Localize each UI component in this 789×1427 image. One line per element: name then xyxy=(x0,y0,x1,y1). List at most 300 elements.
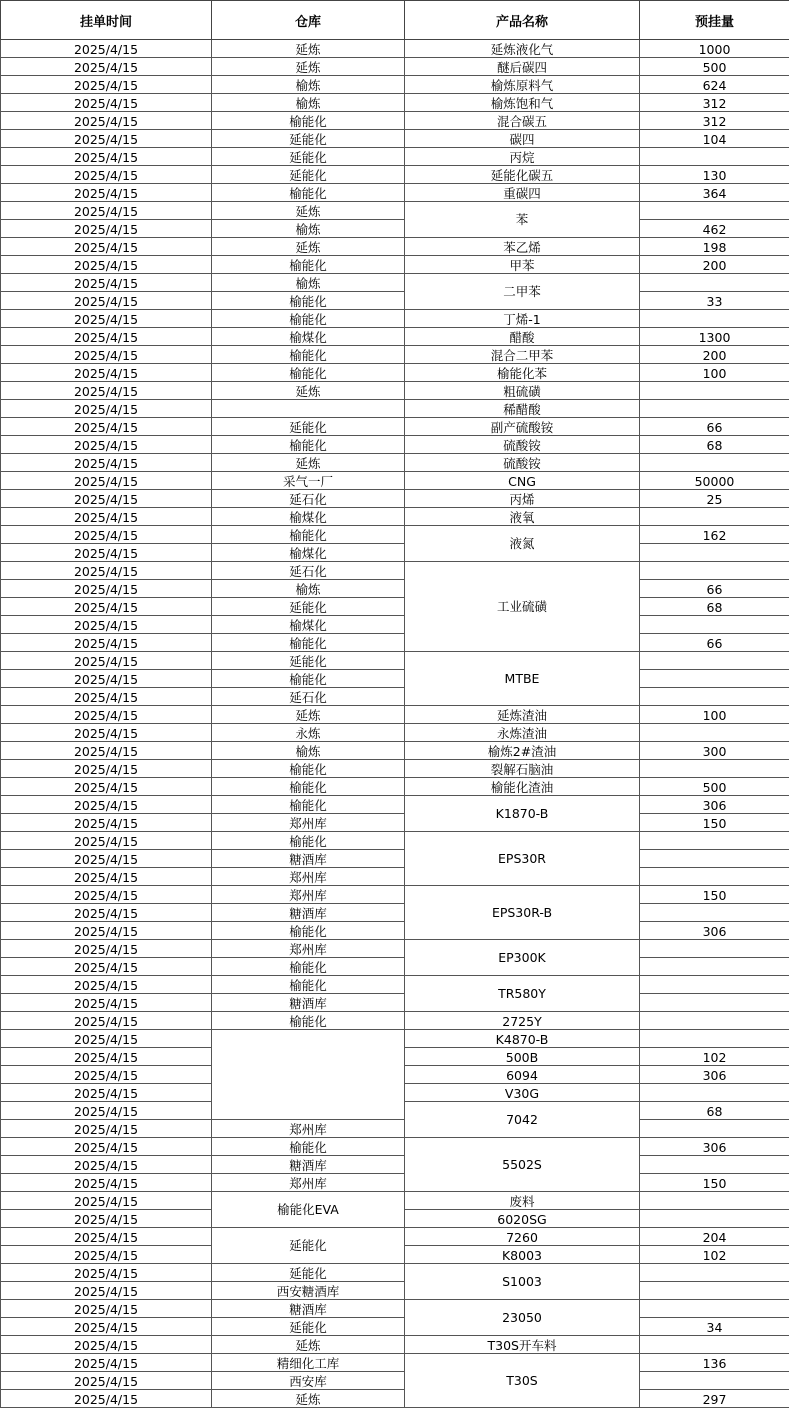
product-cell: 苯乙烯 xyxy=(405,238,640,256)
date-cell: 2025/4/15 xyxy=(1,508,212,526)
date-cell: 2025/4/15 xyxy=(1,418,212,436)
quantity-cell: 624 xyxy=(640,76,789,94)
product-cell: 6094 xyxy=(405,1066,640,1084)
table-row xyxy=(1,130,789,148)
quantity-cell xyxy=(640,274,789,292)
header-warehouse: 仓库 xyxy=(212,1,405,40)
warehouse-cell: 榆能化 xyxy=(212,778,405,796)
date-cell: 2025/4/15 xyxy=(1,886,212,904)
warehouse-cell: 榆能化 xyxy=(212,364,405,382)
quantity-cell: 33 xyxy=(640,292,789,310)
quantity-cell xyxy=(640,940,789,958)
quantity-cell xyxy=(640,994,789,1012)
table-row xyxy=(1,832,789,850)
product-cell: MTBE xyxy=(405,652,640,706)
product-cell: 永炼渣油 xyxy=(405,724,640,742)
table-row xyxy=(1,364,789,382)
product-cell: 二甲苯 xyxy=(405,274,640,310)
date-cell: 2025/4/15 xyxy=(1,724,212,742)
product-cell: 碳四 xyxy=(405,130,640,148)
quantity-cell xyxy=(640,616,789,634)
warehouse-cell: 榆能化 xyxy=(212,1138,405,1156)
product-cell: 甲苯 xyxy=(405,256,640,274)
product-cell: EPS30R xyxy=(405,832,640,886)
product-cell: 液氧 xyxy=(405,508,640,526)
table-row xyxy=(1,1372,789,1390)
quantity-cell: 297 xyxy=(640,1390,789,1408)
warehouse-cell: 榆能化 xyxy=(212,256,405,274)
quantity-cell: 100 xyxy=(640,364,789,382)
table-row xyxy=(1,886,789,904)
date-cell: 2025/4/15 xyxy=(1,580,212,598)
table-row xyxy=(1,1354,789,1372)
warehouse-cell: 榆能化 xyxy=(212,922,405,940)
quantity-cell: 306 xyxy=(640,1138,789,1156)
quantity-cell xyxy=(640,310,789,328)
product-cell: 硫酸铵 xyxy=(405,454,640,472)
product-cell: 23050 xyxy=(405,1300,640,1336)
table-row xyxy=(1,688,789,706)
warehouse-cell: 榆炼 xyxy=(212,220,405,238)
table-row xyxy=(1,1156,789,1174)
date-cell: 2025/4/15 xyxy=(1,994,212,1012)
table-row xyxy=(1,1174,789,1192)
table-row xyxy=(1,76,789,94)
warehouse-cell: 榆炼 xyxy=(212,274,405,292)
quantity-cell xyxy=(640,1336,789,1354)
date-cell: 2025/4/15 xyxy=(1,1030,212,1048)
quantity-cell: 66 xyxy=(640,580,789,598)
date-cell: 2025/4/15 xyxy=(1,58,212,76)
table-row xyxy=(1,760,789,778)
quantity-cell xyxy=(640,850,789,868)
quantity-cell xyxy=(640,760,789,778)
warehouse-cell: 延炼 xyxy=(212,382,405,400)
product-cell: 工业硫磺 xyxy=(405,562,640,652)
warehouse-cell: 糖酒库 xyxy=(212,1300,405,1318)
date-cell: 2025/4/15 xyxy=(1,958,212,976)
quantity-cell: 66 xyxy=(640,418,789,436)
warehouse-cell: 郑州库 xyxy=(212,940,405,958)
date-cell: 2025/4/15 xyxy=(1,1138,212,1156)
date-cell: 2025/4/15 xyxy=(1,1318,212,1336)
product-cell: 粗硫磺 xyxy=(405,382,640,400)
warehouse-cell: 郑州库 xyxy=(212,868,405,886)
table-row xyxy=(1,166,789,184)
date-cell: 2025/4/15 xyxy=(1,1264,212,1282)
quantity-cell: 102 xyxy=(640,1246,789,1264)
date-cell: 2025/4/15 xyxy=(1,1084,212,1102)
warehouse-cell: 延石化 xyxy=(212,562,405,580)
product-cell: 苯 xyxy=(405,202,640,238)
date-cell: 2025/4/15 xyxy=(1,1228,212,1246)
warehouse-cell: 榆能化 xyxy=(212,310,405,328)
warehouse-cell: 西安库 xyxy=(212,1372,405,1390)
table-row xyxy=(1,868,789,886)
warehouse-cell: 延石化 xyxy=(212,688,405,706)
date-cell: 2025/4/15 xyxy=(1,310,212,328)
date-cell: 2025/4/15 xyxy=(1,490,212,508)
table-row xyxy=(1,508,789,526)
product-cell: 7042 xyxy=(405,1102,640,1138)
table-row xyxy=(1,1390,789,1408)
quantity-cell: 102 xyxy=(640,1048,789,1066)
product-cell: 榆炼原料气 xyxy=(405,76,640,94)
date-cell: 2025/4/15 xyxy=(1,274,212,292)
date-cell: 2025/4/15 xyxy=(1,454,212,472)
quantity-cell: 1000 xyxy=(640,40,789,58)
product-cell: S1003 xyxy=(405,1264,640,1300)
date-cell: 2025/4/15 xyxy=(1,832,212,850)
product-cell: EPS30R-B xyxy=(405,886,640,940)
table-row xyxy=(1,472,789,490)
table-row xyxy=(1,148,789,166)
table-row xyxy=(1,598,789,616)
date-cell: 2025/4/15 xyxy=(1,1210,212,1228)
quantity-cell xyxy=(640,562,789,580)
date-cell: 2025/4/15 xyxy=(1,472,212,490)
warehouse-cell: 延能化 xyxy=(212,148,405,166)
quantity-cell xyxy=(640,1282,789,1300)
quantity-cell: 68 xyxy=(640,1102,789,1120)
table-row xyxy=(1,544,789,562)
quantity-cell: 34 xyxy=(640,1318,789,1336)
date-cell: 2025/4/15 xyxy=(1,652,212,670)
product-cell: 重碳四 xyxy=(405,184,640,202)
table-row xyxy=(1,616,789,634)
date-cell: 2025/4/15 xyxy=(1,1012,212,1030)
product-cell: 延能化碳五 xyxy=(405,166,640,184)
date-cell: 2025/4/15 xyxy=(1,940,212,958)
date-cell: 2025/4/15 xyxy=(1,1048,212,1066)
warehouse-cell: 郑州库 xyxy=(212,1120,405,1138)
product-cell: 丙烷 xyxy=(405,148,640,166)
warehouse-cell: 榆能化 xyxy=(212,292,405,310)
product-cell: 副产硫酸铵 xyxy=(405,418,640,436)
date-cell: 2025/4/15 xyxy=(1,220,212,238)
warehouse-cell: 延炼 xyxy=(212,202,405,220)
date-cell: 2025/4/15 xyxy=(1,1390,212,1408)
date-cell: 2025/4/15 xyxy=(1,436,212,454)
header-date: 挂单时间 xyxy=(1,1,212,40)
date-cell: 2025/4/15 xyxy=(1,742,212,760)
date-cell: 2025/4/15 xyxy=(1,544,212,562)
date-cell: 2025/4/15 xyxy=(1,868,212,886)
date-cell: 2025/4/15 xyxy=(1,346,212,364)
table-row xyxy=(1,490,789,508)
warehouse-cell: 延能化 xyxy=(212,1264,405,1282)
product-cell: 稀醋酸 xyxy=(405,400,640,418)
warehouse-cell: 榆煤化 xyxy=(212,544,405,562)
warehouse-cell: 延能化 xyxy=(212,598,405,616)
table-row xyxy=(1,814,789,832)
date-cell: 2025/4/15 xyxy=(1,130,212,148)
product-cell: 榆能化苯 xyxy=(405,364,640,382)
warehouse-cell: 榆能化 xyxy=(212,634,405,652)
table-row xyxy=(1,778,789,796)
product-cell: 5502S xyxy=(405,1138,640,1192)
table-row xyxy=(1,1228,789,1246)
table-row xyxy=(1,1318,789,1336)
warehouse-cell: 榆能化 xyxy=(212,832,405,850)
date-cell: 2025/4/15 xyxy=(1,238,212,256)
date-cell: 2025/4/15 xyxy=(1,1372,212,1390)
warehouse-cell: 榆能化 xyxy=(212,346,405,364)
quantity-cell: 68 xyxy=(640,436,789,454)
product-cell: K1870-B xyxy=(405,796,640,832)
table-row xyxy=(1,94,789,112)
warehouse-cell: 榆能化 xyxy=(212,1012,405,1030)
warehouse-cell: 延石化 xyxy=(212,490,405,508)
quantity-cell: 66 xyxy=(640,634,789,652)
quantity-cell xyxy=(640,400,789,418)
date-cell: 2025/4/15 xyxy=(1,670,212,688)
product-cell: K8003 xyxy=(405,1246,640,1264)
quantity-cell: 162 xyxy=(640,526,789,544)
quantity-cell: 500 xyxy=(640,778,789,796)
product-cell: 6020SG xyxy=(405,1210,640,1228)
table-row xyxy=(1,922,789,940)
warehouse-cell: 榆能化 xyxy=(212,112,405,130)
warehouse-cell: 延能化 xyxy=(212,652,405,670)
quantity-cell xyxy=(640,1120,789,1138)
date-cell: 2025/4/15 xyxy=(1,292,212,310)
warehouse-cell: 榆能化EVA xyxy=(212,1192,405,1228)
date-cell: 2025/4/15 xyxy=(1,598,212,616)
product-cell: 醚后碳四 xyxy=(405,58,640,76)
warehouse-cell: 榆炼 xyxy=(212,76,405,94)
quantity-cell: 306 xyxy=(640,796,789,814)
product-cell: T30S xyxy=(405,1354,640,1408)
warehouse-cell: 精细化工库 xyxy=(212,1354,405,1372)
product-cell: V30G xyxy=(405,1084,640,1102)
quantity-cell xyxy=(640,202,789,220)
table-row xyxy=(1,292,789,310)
warehouse-cell: 延炼 xyxy=(212,706,405,724)
table-row xyxy=(1,1336,789,1354)
quantity-cell: 364 xyxy=(640,184,789,202)
quantity-cell: 100 xyxy=(640,706,789,724)
table-row xyxy=(1,1030,789,1048)
product-cell: 混合二甲苯 xyxy=(405,346,640,364)
product-cell: 延炼液化气 xyxy=(405,40,640,58)
date-cell: 2025/4/15 xyxy=(1,688,212,706)
product-cell: 500B xyxy=(405,1048,640,1066)
date-cell: 2025/4/15 xyxy=(1,202,212,220)
product-cell: 裂解石脑油 xyxy=(405,760,640,778)
date-cell: 2025/4/15 xyxy=(1,256,212,274)
quantity-cell xyxy=(640,508,789,526)
date-cell: 2025/4/15 xyxy=(1,814,212,832)
warehouse-cell: 郑州库 xyxy=(212,886,405,904)
date-cell: 2025/4/15 xyxy=(1,1354,212,1372)
warehouse-cell: 榆能化 xyxy=(212,184,405,202)
quantity-cell: 200 xyxy=(640,256,789,274)
date-cell: 2025/4/15 xyxy=(1,1102,212,1120)
table-row xyxy=(1,1012,789,1030)
table-body xyxy=(1,40,789,1408)
quantity-cell: 136 xyxy=(640,1354,789,1372)
date-cell: 2025/4/15 xyxy=(1,184,212,202)
date-cell: 2025/4/15 xyxy=(1,40,212,58)
date-cell: 2025/4/15 xyxy=(1,562,212,580)
date-cell: 2025/4/15 xyxy=(1,1336,212,1354)
table-row xyxy=(1,670,789,688)
date-cell: 2025/4/15 xyxy=(1,76,212,94)
quantity-cell xyxy=(640,976,789,994)
table-row xyxy=(1,742,789,760)
table-row xyxy=(1,1138,789,1156)
date-cell: 2025/4/15 xyxy=(1,616,212,634)
product-cell: 醋酸 xyxy=(405,328,640,346)
quantity-cell: 104 xyxy=(640,130,789,148)
product-cell: 榆炼2#渣油 xyxy=(405,742,640,760)
date-cell: 2025/4/15 xyxy=(1,94,212,112)
table-row xyxy=(1,940,789,958)
header-row xyxy=(1,1,789,40)
warehouse-cell: 永炼 xyxy=(212,724,405,742)
table-row xyxy=(1,454,789,472)
quantity-cell xyxy=(640,1372,789,1390)
table-row xyxy=(1,1300,789,1318)
warehouse-cell: 榆能化 xyxy=(212,796,405,814)
product-cell: 2725Y xyxy=(405,1012,640,1030)
date-cell: 2025/4/15 xyxy=(1,526,212,544)
date-cell: 2025/4/15 xyxy=(1,1192,212,1210)
warehouse-cell: 榆能化 xyxy=(212,958,405,976)
quantity-cell: 25 xyxy=(640,490,789,508)
table-row xyxy=(1,562,789,580)
quantity-cell: 204 xyxy=(640,1228,789,1246)
warehouse-cell: 榆煤化 xyxy=(212,508,405,526)
warehouse-cell: 延炼 xyxy=(212,238,405,256)
table-row xyxy=(1,346,789,364)
date-cell: 2025/4/15 xyxy=(1,796,212,814)
quantity-cell: 198 xyxy=(640,238,789,256)
product-cell: 丁烯-1 xyxy=(405,310,640,328)
warehouse-cell: 延炼 xyxy=(212,58,405,76)
date-cell: 2025/4/15 xyxy=(1,1174,212,1192)
quantity-cell xyxy=(640,670,789,688)
warehouse-cell: 榆煤化 xyxy=(212,328,405,346)
table-row xyxy=(1,994,789,1012)
warehouse-cell: 糖酒库 xyxy=(212,904,405,922)
product-cell: TR580Y xyxy=(405,976,640,1012)
warehouse-cell: 榆能化 xyxy=(212,436,405,454)
quantity-cell xyxy=(640,1084,789,1102)
product-cell: CNG xyxy=(405,472,640,490)
warehouse-cell: 榆炼 xyxy=(212,580,405,598)
warehouse-cell: 延能化 xyxy=(212,1228,405,1264)
quantity-cell xyxy=(640,904,789,922)
date-cell: 2025/4/15 xyxy=(1,1156,212,1174)
date-cell: 2025/4/15 xyxy=(1,778,212,796)
table-row xyxy=(1,1120,789,1138)
product-cell: 榆炼饱和气 xyxy=(405,94,640,112)
date-cell: 2025/4/15 xyxy=(1,976,212,994)
quantity-cell xyxy=(640,688,789,706)
date-cell: 2025/4/15 xyxy=(1,112,212,130)
quantity-cell: 68 xyxy=(640,598,789,616)
quantity-cell: 130 xyxy=(640,166,789,184)
quantity-cell: 312 xyxy=(640,112,789,130)
warehouse-cell: 榆能化 xyxy=(212,760,405,778)
quantity-cell: 1300 xyxy=(640,328,789,346)
table-row xyxy=(1,274,789,292)
product-cell: 硫酸铵 xyxy=(405,436,640,454)
warehouse-cell: 榆能化 xyxy=(212,526,405,544)
warehouse-cell: 延炼 xyxy=(212,40,405,58)
quantity-cell xyxy=(640,454,789,472)
table-row xyxy=(1,436,789,454)
table-row xyxy=(1,1192,789,1210)
table-row xyxy=(1,418,789,436)
date-cell: 2025/4/15 xyxy=(1,634,212,652)
warehouse-cell: 延能化 xyxy=(212,130,405,148)
date-cell: 2025/4/15 xyxy=(1,364,212,382)
quantity-cell: 462 xyxy=(640,220,789,238)
date-cell: 2025/4/15 xyxy=(1,850,212,868)
table-row xyxy=(1,382,789,400)
table-row xyxy=(1,202,789,220)
quantity-cell xyxy=(640,958,789,976)
product-cell: 丙烯 xyxy=(405,490,640,508)
product-cell: K4870-B xyxy=(405,1030,640,1048)
table-row xyxy=(1,976,789,994)
quantity-cell: 500 xyxy=(640,58,789,76)
table-row xyxy=(1,238,789,256)
date-cell: 2025/4/15 xyxy=(1,166,212,184)
quantity-cell: 200 xyxy=(640,346,789,364)
warehouse-cell: 榆能化 xyxy=(212,670,405,688)
warehouse-cell xyxy=(212,1030,405,1120)
warehouse-cell: 糖酒库 xyxy=(212,850,405,868)
table-row xyxy=(1,112,789,130)
warehouse-cell: 郑州库 xyxy=(212,1174,405,1192)
quantity-cell: 306 xyxy=(640,1066,789,1084)
quantity-cell: 306 xyxy=(640,922,789,940)
quantity-cell xyxy=(640,652,789,670)
header-product: 产品名称 xyxy=(405,1,640,40)
warehouse-cell: 延能化 xyxy=(212,166,405,184)
quantity-cell xyxy=(640,1012,789,1030)
table-row xyxy=(1,400,789,418)
table-row xyxy=(1,634,789,652)
product-cell: 液氮 xyxy=(405,526,640,562)
warehouse-cell xyxy=(212,400,405,418)
quantity-cell xyxy=(640,1192,789,1210)
table-row xyxy=(1,40,789,58)
table-row xyxy=(1,958,789,976)
date-cell: 2025/4/15 xyxy=(1,760,212,778)
date-cell: 2025/4/15 xyxy=(1,922,212,940)
quantity-cell: 150 xyxy=(640,1174,789,1192)
warehouse-cell: 榆煤化 xyxy=(212,616,405,634)
quantity-cell xyxy=(640,382,789,400)
table-row xyxy=(1,310,789,328)
table-row xyxy=(1,724,789,742)
date-cell: 2025/4/15 xyxy=(1,1066,212,1084)
product-cell: EP300K xyxy=(405,940,640,976)
quantity-cell xyxy=(640,148,789,166)
date-cell: 2025/4/15 xyxy=(1,1282,212,1300)
quantity-cell: 312 xyxy=(640,94,789,112)
quantity-cell: 50000 xyxy=(640,472,789,490)
table-row xyxy=(1,652,789,670)
table-row xyxy=(1,580,789,598)
warehouse-cell: 采气一厂 xyxy=(212,472,405,490)
table-row xyxy=(1,220,789,238)
